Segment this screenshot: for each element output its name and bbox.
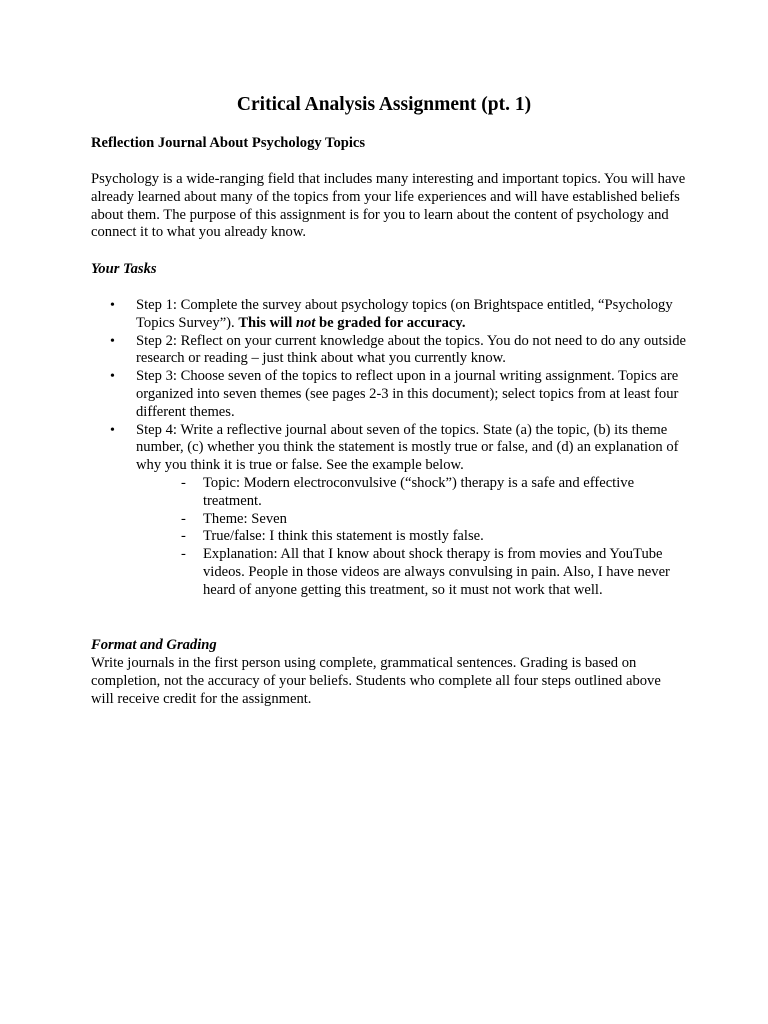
dash-icon: - (181, 546, 186, 563)
dash-icon: - (181, 510, 186, 527)
intro-paragraph: Psychology is a wide-ranging field that includes many interesting and important topics. You will have already learned about many of the topics from your life experiences and will have established beliefs about them. The purpose of this assignment is for you to learn about the content of psychology and connect it to what you already know. (91, 171, 686, 241)
example-true-false (181, 528, 681, 546)
example-topic (181, 474, 681, 511)
step-1-emphasis-start: This will (238, 314, 296, 331)
example-explanation-text: Explanation: All that I know about shock therapy is from movies and YouTube videos. People in those videos are always convulsing in pain. Also, I have never heard of anyone getting this treatment, so it must not work that well. (203, 546, 670, 598)
step-1-emphasis-end: be graded for accuracy. (315, 314, 466, 331)
step-2 (110, 332, 687, 369)
bullet-icon: • (110, 333, 115, 349)
step-4-text: Step 4: Write a reflective journal about seven of the topics. State (a) the topic, (b) its theme number, (c) whether you think the statement is mostly true or false, and (d) an explanation of why you think it is true or false. See the example below. (136, 421, 679, 474)
bullet-icon: • (110, 298, 115, 313)
document-subtitle: Reflection Journal About Psychology Topics (91, 135, 366, 151)
bullet-icon: • (110, 369, 115, 385)
step-3 (110, 368, 686, 421)
dash-icon: - (181, 474, 186, 491)
format-heading: Format and Grading (91, 637, 217, 653)
step-2-text: Step 2: Reflect on your current knowledge about the topics. You do not need to do any outside research or reading – just think about what you currently know. (136, 332, 687, 367)
step-1-text: Step 1: Complete the survey about psychology topics (on Brightspace entitled, “Psychology Topics Survey”). (136, 297, 673, 331)
example-true-false-text: True/false: I think this statement is mostly false. (203, 528, 484, 545)
document-title: Critical Analysis Assignment (pt. 1) (236, 94, 532, 115)
steps-list (110, 297, 687, 600)
example-explanation (181, 546, 681, 599)
example-theme-text: Theme: Seven (203, 510, 287, 527)
step-4 (110, 421, 686, 600)
format-paragraph: Write journals in the first person using complete, grammatical sentences. Grading is based on completion, not the accuracy of your beliefs. Students who complete all four steps outlined above will receive credit for the assignment. (91, 655, 661, 707)
example-topic-text: Topic: Modern electroconvulsive (“shock”) therapy is a safe and effective treatment. (203, 474, 635, 509)
step-3-text: Step 3: Choose seven of the topics to reflect upon in a journal writing assignment. Topics are organized into seven themes (see pages 2-3 in this document); select topics from at least four different themes. (136, 368, 679, 420)
step-1-emphasis-italic: not (295, 314, 316, 331)
tasks-heading: Your Tasks (91, 261, 157, 277)
step-1 (110, 297, 686, 333)
bullet-icon: • (110, 422, 115, 438)
dash-icon: - (181, 528, 186, 545)
example-list (136, 475, 686, 600)
example-theme (181, 510, 681, 529)
